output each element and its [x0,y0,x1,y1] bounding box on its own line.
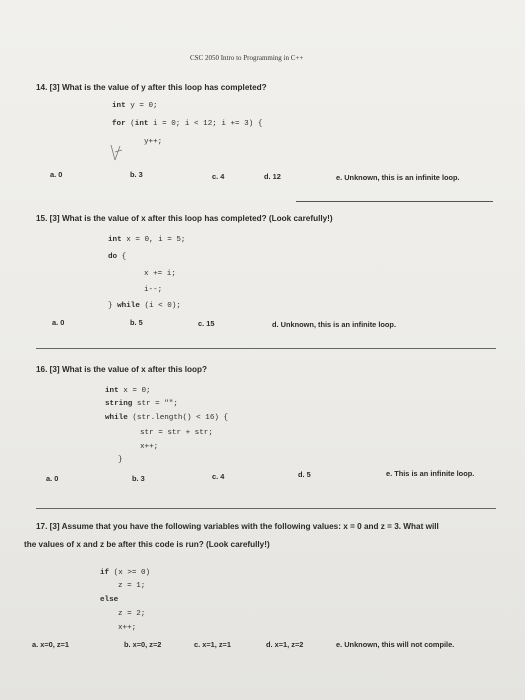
q17-choice-a[interactable]: a. x=0, z=1 [32,640,69,649]
q15-choice-a[interactable]: a. 0 [52,318,65,327]
q17-code-line-3: else [100,596,119,604]
section-divider [36,508,496,509]
q16-choice-b[interactable]: b. 3 [132,474,145,483]
q17-choice-d[interactable]: d. x=1, z=2 [266,640,304,649]
q17-code-line-4: z = 2; [118,610,146,618]
q16-code-line-3: while (str.length() < 16) { [105,414,229,422]
q17-code-line-5: x++; [118,624,137,632]
q16-code-line-2: string str = ""; [105,400,178,408]
question-17-text-line-1: 17. [3] Assume that you have the following variables with the following values: x = 0 and z = 3. What will [36,522,439,531]
q16-choice-a[interactable]: a. 0 [46,474,59,483]
q15-code-line-3: x += i; [144,270,176,278]
q17-choice-b[interactable]: b. x=0, z=2 [124,640,162,649]
pencil-check-mark-icon [108,142,124,164]
q16-code-line-5: x++; [140,443,159,451]
q15-code-line-4: i--; [144,286,163,294]
q15-code-line-5: } while (i < 0); [108,302,181,310]
q16-code-line-6: } [118,456,123,464]
question-17-text-line-2: the values of x and z be after this code is run? (Look carefully!) [24,540,270,549]
q14-code-line-3: y++; [144,138,163,146]
q17-code-line-1: if (x >= 0) [100,569,151,577]
q14-choice-d[interactable]: d. 12 [264,172,281,181]
q14-choice-c[interactable]: c. 4 [212,172,225,181]
q16-code-line-1: int x = 0; [105,387,151,395]
q17-choice-c[interactable]: c. x=1, z=1 [194,640,231,649]
question-15-text: 15. [3] What is the value of x after this loop has completed? (Look carefully!) [36,214,333,223]
q14-choice-a[interactable]: a. 0 [50,170,63,179]
q14-choice-e[interactable]: e. Unknown, this is an infinite loop. [336,173,460,182]
q14-code-line-2: for (int i = 0; i < 12; i += 3) { [112,120,263,128]
section-divider [36,348,496,349]
q16-choice-c[interactable]: c. 4 [212,472,225,481]
page-header: CSC 2050 Intro to Programming in C++ [190,54,304,62]
q15-choice-d[interactable]: d. Unknown, this is an infinite loop. [272,320,396,329]
q14-choice-b[interactable]: b. 3 [130,170,143,179]
section-divider [296,201,493,202]
question-16-text: 16. [3] What is the value of x after this loop? [36,365,208,374]
q16-choice-e[interactable]: e. This is an infinite loop. [386,469,475,478]
q17-choice-e[interactable]: e. Unknown, this will not compile. [336,640,455,649]
q14-code-line-1: int y = 0; [112,102,158,110]
q17-code-line-2: z = 1; [118,582,146,590]
q16-choice-d[interactable]: d. 5 [298,470,311,479]
q15-choice-c[interactable]: c. 15 [198,319,215,328]
q15-choice-b[interactable]: b. 5 [130,318,143,327]
question-14-text: 14. [3] What is the value of y after this loop has completed? [36,83,267,92]
q15-code-line-2: do { [108,253,127,261]
q15-code-line-1: int x = 0, i = 5; [108,236,186,244]
q16-code-line-4: str = str + str; [140,429,213,437]
